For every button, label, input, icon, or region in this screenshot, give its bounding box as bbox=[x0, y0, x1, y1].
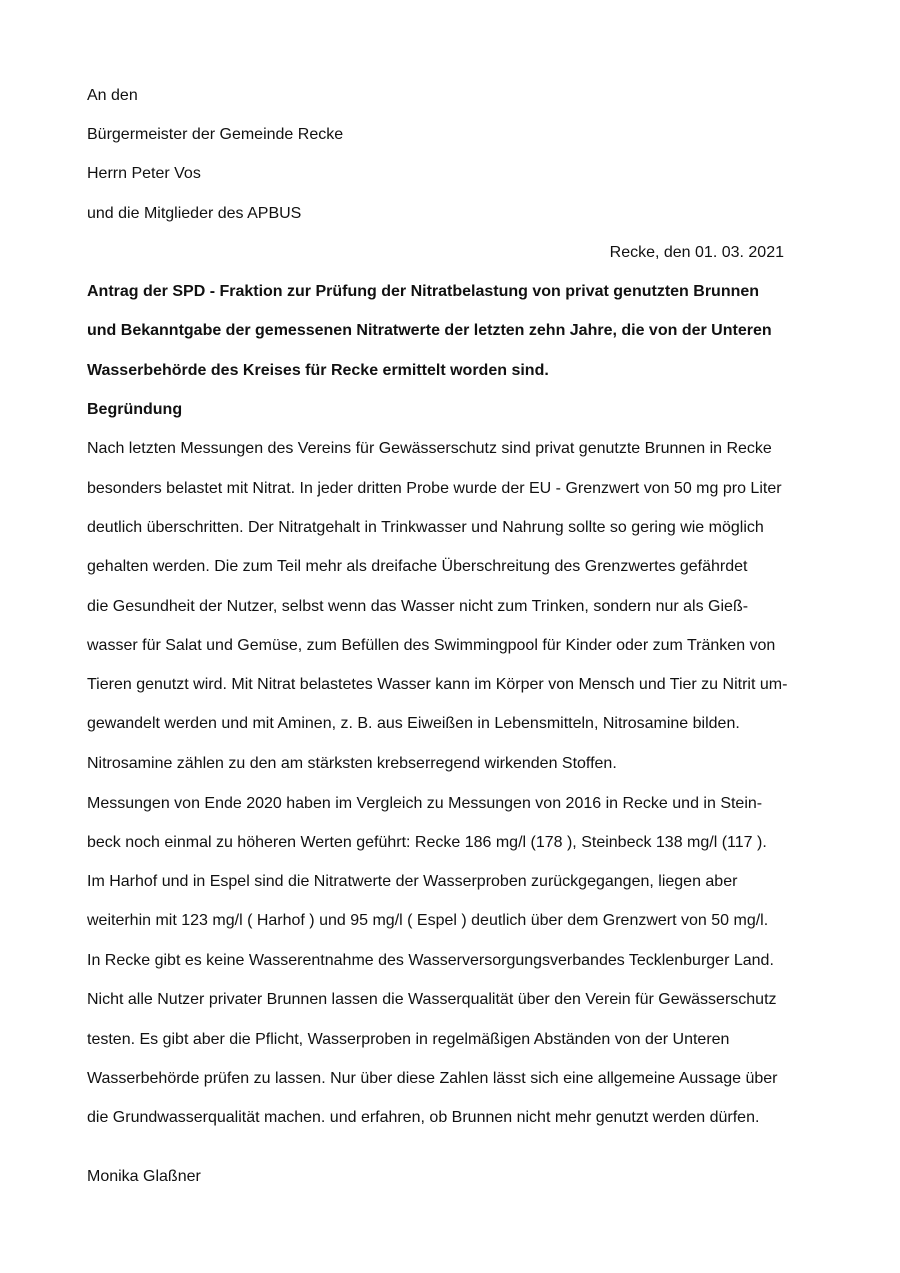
body-line: In Recke gibt es keine Wasserentnahme des Wasserversorgungsverbandes Tecklenburger Land. bbox=[87, 952, 774, 969]
subject-line-1: Antrag der SPD - Fraktion zur Prüfung der Nitratbelastung von privat genutzten Brunnen bbox=[87, 283, 760, 300]
body-line: Nicht alle Nutzer privater Brunnen lassen die Wasserqualität über den Verein für Gewässerschutz bbox=[87, 991, 777, 1008]
subject-line-2: und Bekanntgabe der gemessenen Nitratwerte der letzten zehn Jahre, die von der Unteren bbox=[87, 322, 772, 339]
body-line: deutlich überschritten. Der Nitratgehalt in Trinkwasser und Nahrung sollte so gering wie möglich bbox=[87, 519, 764, 536]
body-line: Im Harhof und in Espel sind die Nitratwerte der Wasserproben zurückgegangen, liegen aber bbox=[87, 873, 738, 890]
body-line: Nach letzten Messungen des Vereins für Gewässerschutz sind privat genutzte Brunnen in Recke bbox=[87, 440, 772, 457]
body-line: Wasserbehörde prüfen zu lassen. Nur über diese Zahlen lässt sich eine allgemeine Aussage über bbox=[87, 1070, 778, 1087]
section-heading: Begründung bbox=[87, 401, 183, 418]
body-line: die Gesundheit der Nutzer, selbst wenn das Wasser nicht zum Trinken, sondern nur als Gieß- bbox=[87, 598, 749, 615]
signature: Monika Glaßner bbox=[87, 1168, 201, 1185]
subject-line-3: Wasserbehörde des Kreises für Recke ermittelt worden sind. bbox=[87, 362, 549, 379]
body-line: besonders belastet mit Nitrat. In jeder dritten Probe wurde der EU - Grenzwert von 50 mg pro Liter bbox=[87, 480, 782, 497]
body-line: gehalten werden. Die zum Teil mehr als dreifache Überschreitung des Grenzwertes gefährdet bbox=[87, 558, 748, 575]
body-line: Nitrosamine zählen zu den am stärksten krebserregend wirkenden Stoffen. bbox=[87, 755, 617, 772]
recipient-line-2: Bürgermeister der Gemeinde Recke bbox=[87, 126, 344, 143]
place-date: Recke, den 01. 03. 2021 bbox=[609, 244, 784, 261]
recipient-line-1: An den bbox=[87, 87, 138, 104]
body-line: Tieren genutzt wird. Mit Nitrat belastetes Wasser kann im Körper von Mensch und Tier zu Nitrit um- bbox=[87, 676, 788, 693]
body-line: testen. Es gibt aber die Pflicht, Wasserproben in regelmäßigen Abständen von der Unteren bbox=[87, 1031, 730, 1048]
body-line: weiterhin mit 123 mg/l ( Harhof ) und 95 mg/l ( Espel ) deutlich über dem Grenzwert von 50 mg/l. bbox=[87, 912, 769, 929]
body-line: beck noch einmal zu höheren Werten geführt: Recke 186 mg/l (178 ), Steinbeck 138 mg/l (117 ). bbox=[87, 834, 767, 851]
recipient-line-4: und die Mitglieder des APBUS bbox=[87, 205, 302, 222]
body-line: die Grundwasserqualität machen. und erfahren, ob Brunnen nicht mehr genutzt werden dürfen. bbox=[87, 1109, 760, 1126]
body-line: wasser für Salat und Gemüse, zum Befüllen des Swimmingpool für Kinder oder zum Tränken von bbox=[87, 637, 776, 654]
body-line: Messungen von Ende 2020 haben im Vergleich zu Messungen von 2016 in Recke und in Stein- bbox=[87, 795, 763, 812]
recipient-line-3: Herrn Peter Vos bbox=[87, 165, 201, 182]
body-line: gewandelt werden und mit Aminen, z. B. aus Eiweißen in Lebensmitteln, Nitrosamine bilden. bbox=[87, 715, 740, 732]
